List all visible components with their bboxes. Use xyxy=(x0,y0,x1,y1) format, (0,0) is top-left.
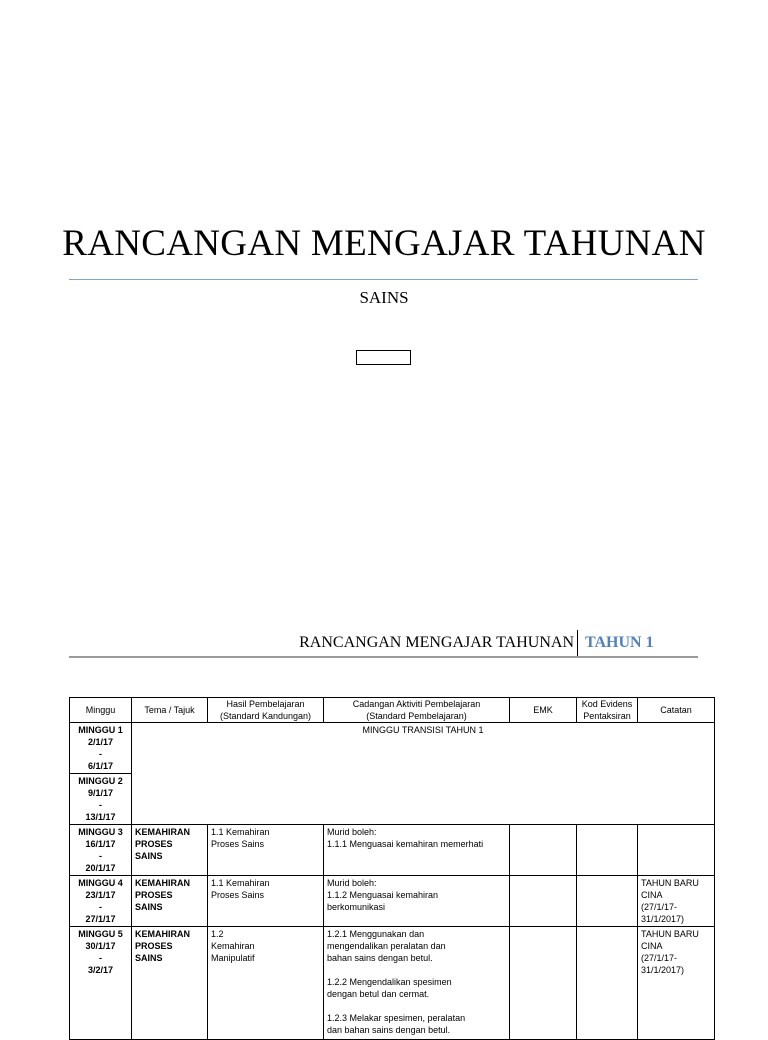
week-cell: MINGGU 3 16/1/17 - 20/1/17 xyxy=(70,825,132,876)
evidence-cell xyxy=(577,876,638,927)
table-row xyxy=(70,927,715,1040)
theme-cell: KEMAHIRAN PROSES SAINS xyxy=(132,825,208,876)
learning-outcome-cell: 1.1 Kemahiran Proses Sains xyxy=(208,825,324,876)
page-header-year: TAHUN 1 xyxy=(585,634,654,651)
activity-cell: Murid boleh: 1.1.2 Menguasai kemahiran berkomunikasi xyxy=(324,876,510,927)
header-catatan: Catatan xyxy=(638,698,715,723)
evidence-cell xyxy=(577,927,638,1040)
cover-title: RANCANGAN MENGAJAR TAHUNAN xyxy=(62,223,706,264)
theme-cell: KEMAHIRAN PROSES SAINS xyxy=(132,927,208,1040)
activity-cell: 1.2.1 Menggunakan dan mengendalikan peralatan dan bahan sains dengan betul. 1.2.2 Mengendalikan spesimen dengan betul dan cermat. 1.2.3 Melakar spesimen, peralatan dan bahan sains dengan betul. xyxy=(324,927,510,1040)
notes-cell: TAHUN BARU CINA (27/1/17- 31/1/2017) xyxy=(638,876,715,927)
table-row xyxy=(70,876,715,927)
emk-cell xyxy=(510,876,577,927)
emk-cell xyxy=(510,927,577,1040)
week-cell: MINGGU 2 9/1/17 - 13/1/17 xyxy=(70,774,132,825)
transition-cell: MINGGU TRANSISI TAHUN 1 xyxy=(132,723,715,825)
theme-cell: KEMAHIRAN PROSES SAINS xyxy=(132,876,208,927)
table-row xyxy=(70,723,715,774)
evidence-cell xyxy=(577,825,638,876)
cover-divider xyxy=(69,279,698,280)
page-header xyxy=(69,630,698,658)
header-kod: Kod Evidens Pentaksiran xyxy=(577,698,638,723)
header-hasil: Hasil Pembelajaran (Standard Kandungan) xyxy=(208,698,324,723)
table-row xyxy=(70,825,715,876)
header-minggu: Minggu xyxy=(70,698,132,723)
learning-outcome-cell: 1.1 Kemahiran Proses Sains xyxy=(208,876,324,927)
header-separator xyxy=(577,630,578,656)
week-cell: MINGGU 5 30/1/17 - 3/2/17 xyxy=(70,927,132,1040)
header-tema: Tema / Tajuk xyxy=(132,698,208,723)
header-cadangan: Cadangan Aktiviti Pembelajaran (Standard Pembelajaran) xyxy=(324,698,510,723)
lesson-plan-table xyxy=(69,697,715,1040)
page-header-title: RANCANGAN MENGAJAR TAHUNAN xyxy=(299,634,574,651)
table-header-row xyxy=(70,698,715,723)
cover-subject: SAINS xyxy=(359,288,409,307)
notes-cell: TAHUN BARU CINA (27/1/17- 31/1/2017) xyxy=(638,927,715,1040)
notes-cell xyxy=(638,825,715,876)
emk-cell xyxy=(510,825,577,876)
learning-outcome-cell: 1.2 Kemahiran Manipulatif xyxy=(208,927,324,1040)
header-emk: EMK xyxy=(510,698,577,723)
activity-cell: Murid boleh: 1.1.1 Menguasai kemahiran memerhati xyxy=(324,825,510,876)
week-cell: MINGGU 1 2/1/17 - 6/1/17 xyxy=(70,723,132,774)
week-cell: MINGGU 4 23/1/17 - 27/1/17 xyxy=(70,876,132,927)
empty-box xyxy=(356,350,411,365)
